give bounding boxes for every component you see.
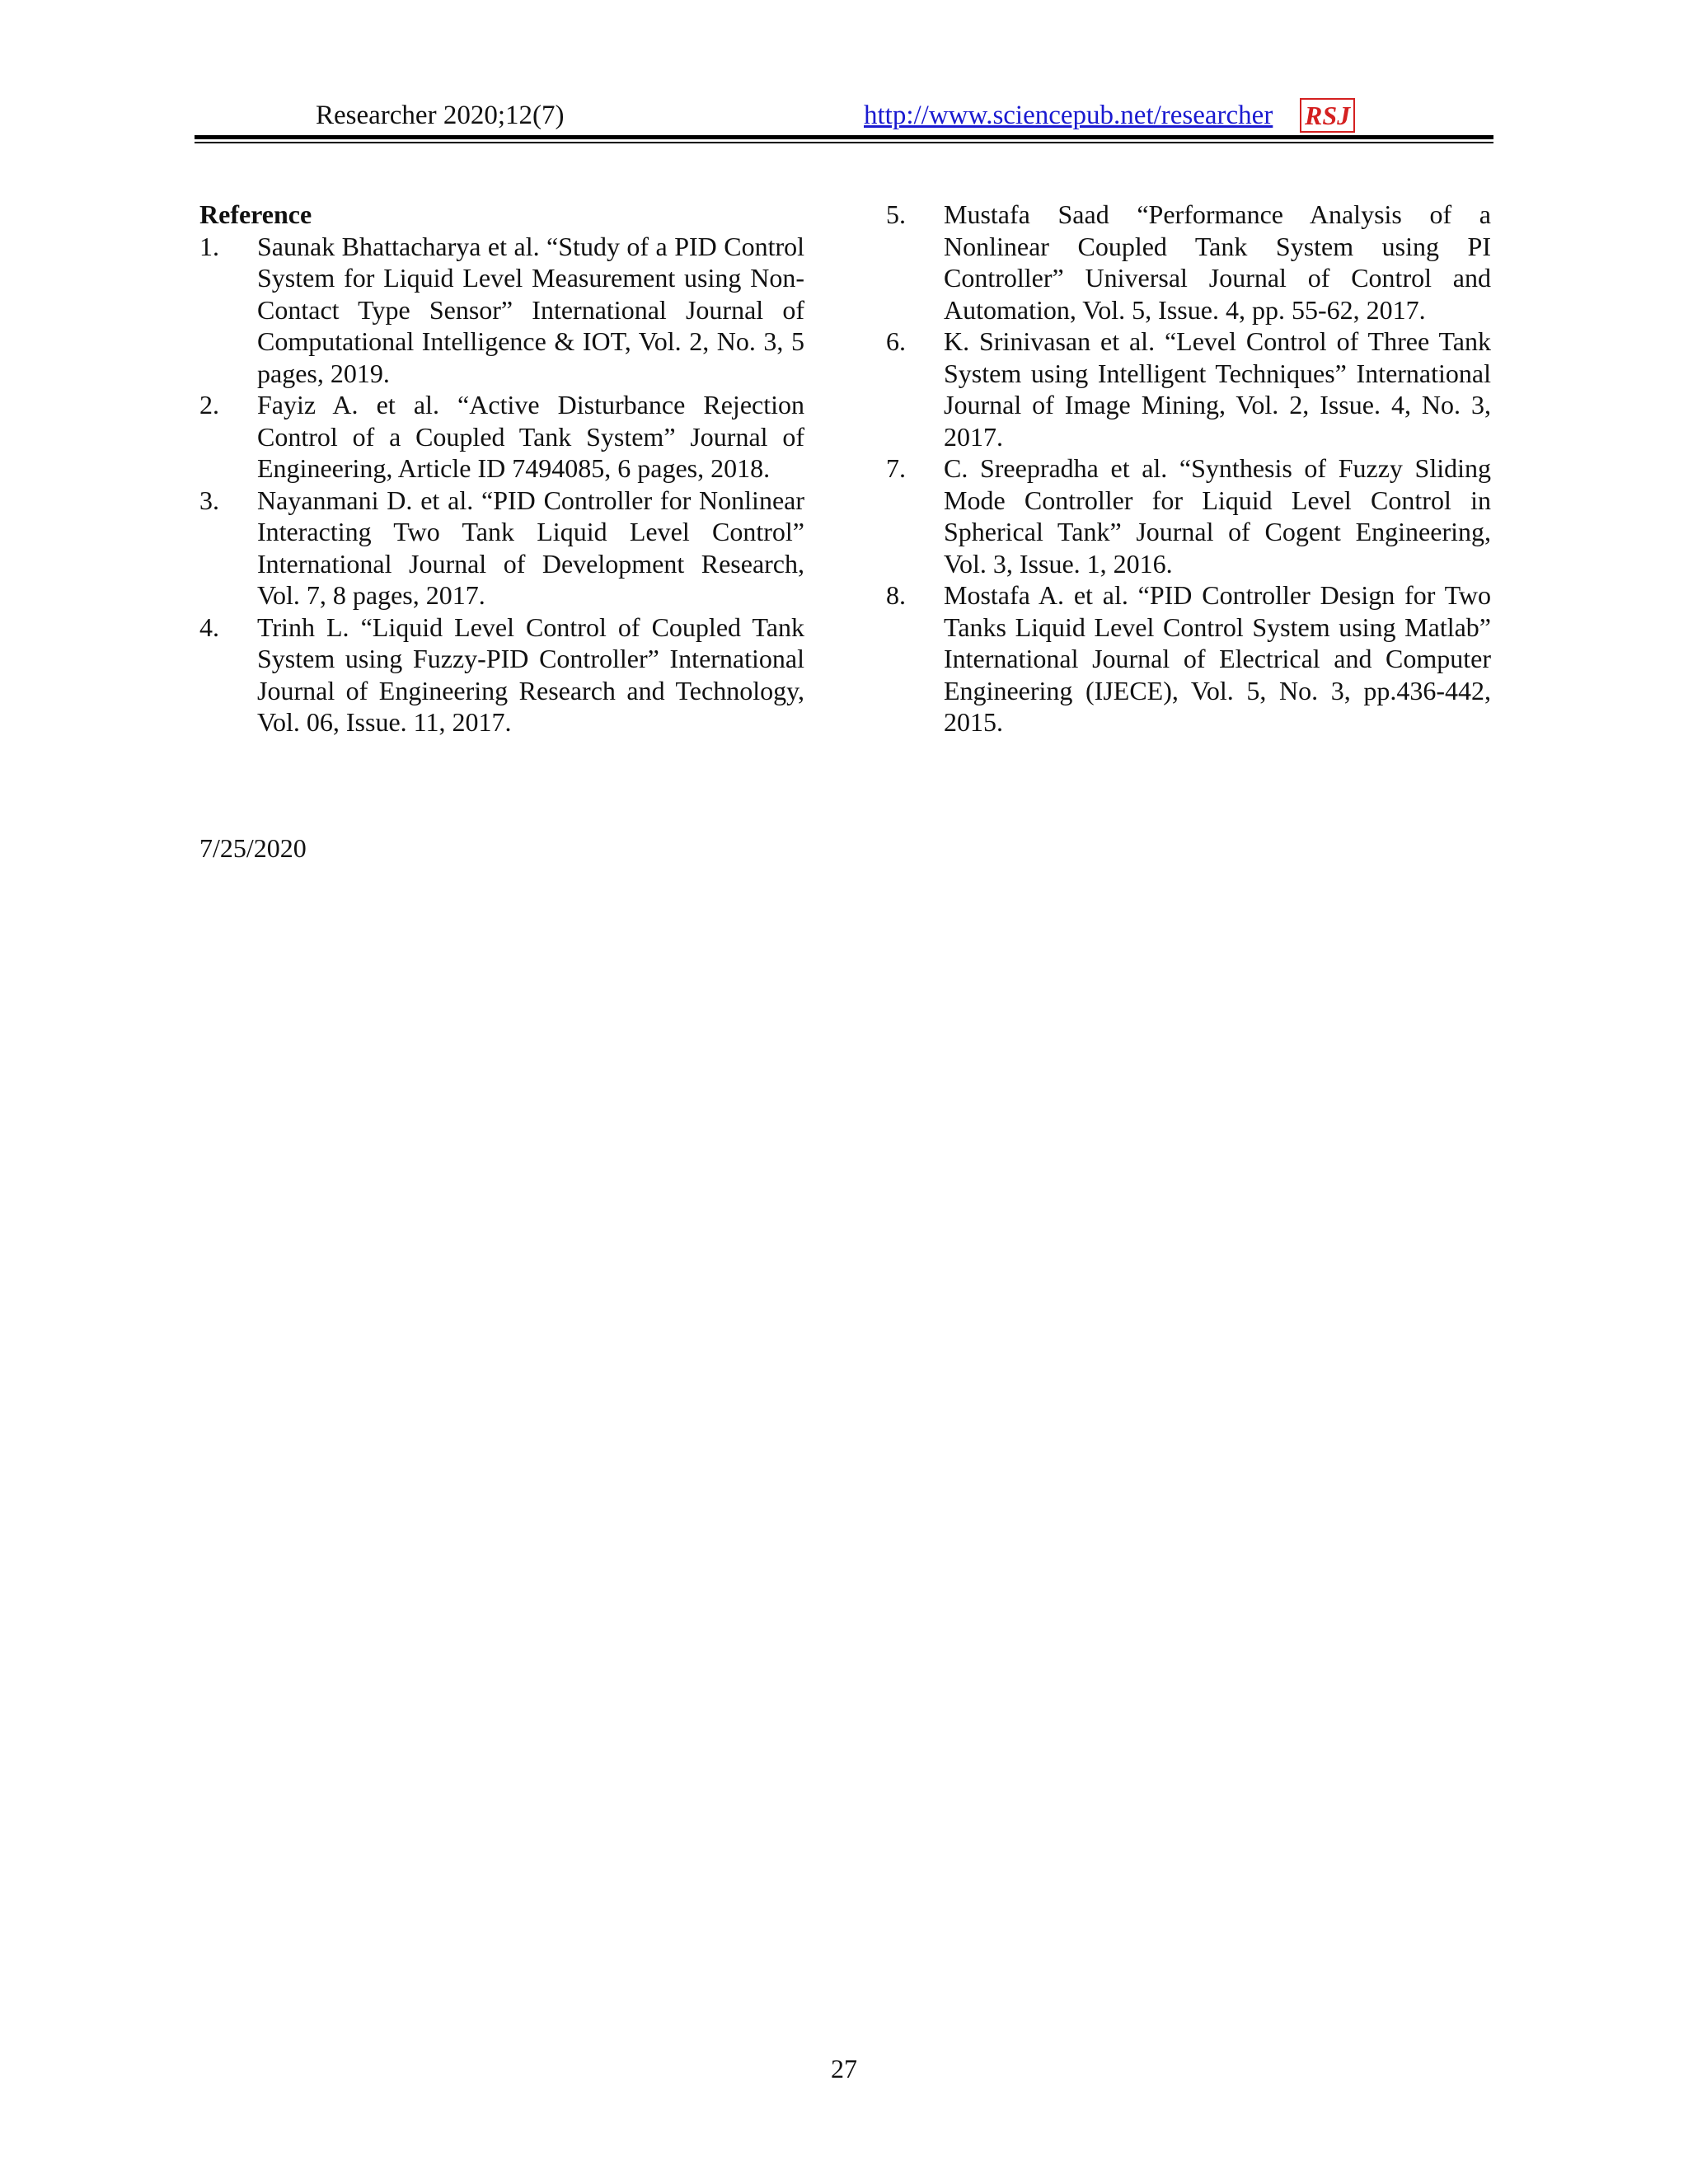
- reference-item: [886, 326, 1491, 452]
- rsj-logo: RSJ: [1300, 98, 1355, 133]
- reference-text: Nayanmani D. et al. “PID Controller for Nonlinear Interacting Two Tank Liquid Level Control” International Journal of Development Research, Vol. 7, 8 pages, 2017.: [257, 485, 804, 610]
- reference-text: Trinh L. “Liquid Level Control of Coupled Tank System using Fuzzy-PID Controller” International Journal of Engineering Research and Technology, Vol. 06, Issue. 11, 2017.: [257, 612, 804, 737]
- references-heading: Reference: [199, 199, 312, 229]
- header-rule-thick: [195, 135, 1493, 139]
- reference-item: [886, 199, 1491, 326]
- reference-number: 1.: [199, 231, 219, 261]
- reference-text: Saunak Bhattacharya et al. “Study of a PID Control System for Liquid Level Measurement using Non-Contact Type Sensor” International Journal of Computational Intelligence & IOT, Vol. 2, No. 3, 5 pages, 2019.: [257, 231, 804, 388]
- reference-text: Mostafa A. et al. “PID Controller Design for Two Tanks Liquid Level Control System using Matlab” International Journal of Electrical and Computer Engineering (IJECE), Vol. 5, No. 3, pp.436-442, 2015.: [944, 580, 1491, 737]
- reference-number: 5.: [886, 199, 906, 229]
- reference-text: C. Sreepradha et al. “Synthesis of Fuzzy Sliding Mode Controller for Liquid Level Control in Spherical Tank” Journal of Cogent Engineering, Vol. 3, Issue. 1, 2016.: [944, 453, 1491, 579]
- reference-item: [199, 485, 804, 612]
- reference-number: 3.: [199, 485, 219, 515]
- reference-text: Fayiz A. et al. “Active Disturbance Rejection Control of a Coupled Tank System” Journal of Engineering, Article ID 7494085, 6 pages, 2018.: [257, 390, 804, 483]
- reference-number: 7.: [886, 453, 906, 483]
- reference-column-right: [886, 199, 1491, 738]
- header-rule-thin: [195, 142, 1493, 143]
- running-header-journal: Researcher 2020;12(7): [316, 101, 565, 130]
- reference-number: 2.: [199, 390, 219, 419]
- reference-item: [886, 452, 1491, 579]
- reference-number: 4.: [199, 612, 219, 642]
- reference-text: Mustafa Saad “Performance Analysis of a Nonlinear Coupled Tank System using PI Controller” Universal Journal of Control and Automation, Vol. 5, Issue. 4, pp. 55-62, 2017.: [944, 199, 1491, 325]
- reference-number: 6.: [886, 326, 906, 356]
- reference-list-left: [199, 231, 804, 738]
- reference-item: [199, 389, 804, 485]
- reference-item: [199, 612, 804, 738]
- reference-item: [886, 579, 1491, 738]
- reference-text: K. Srinivasan et al. “Level Control of Three Tank System using Intelligent Techniques” International Journal of Image Mining, Vol. 2, Issue. 4, No. 3, 2017.: [944, 326, 1491, 452]
- page-number: 27: [831, 2054, 857, 2083]
- reference-number: 8.: [886, 580, 906, 610]
- reference-item: [199, 231, 804, 390]
- reference-column-left: [199, 199, 804, 738]
- journal-url-link[interactable]: http://www.sciencepub.net/researcher: [864, 101, 1273, 130]
- reference-list-right: [886, 199, 1491, 738]
- footer-date: 7/25/2020: [199, 833, 307, 863]
